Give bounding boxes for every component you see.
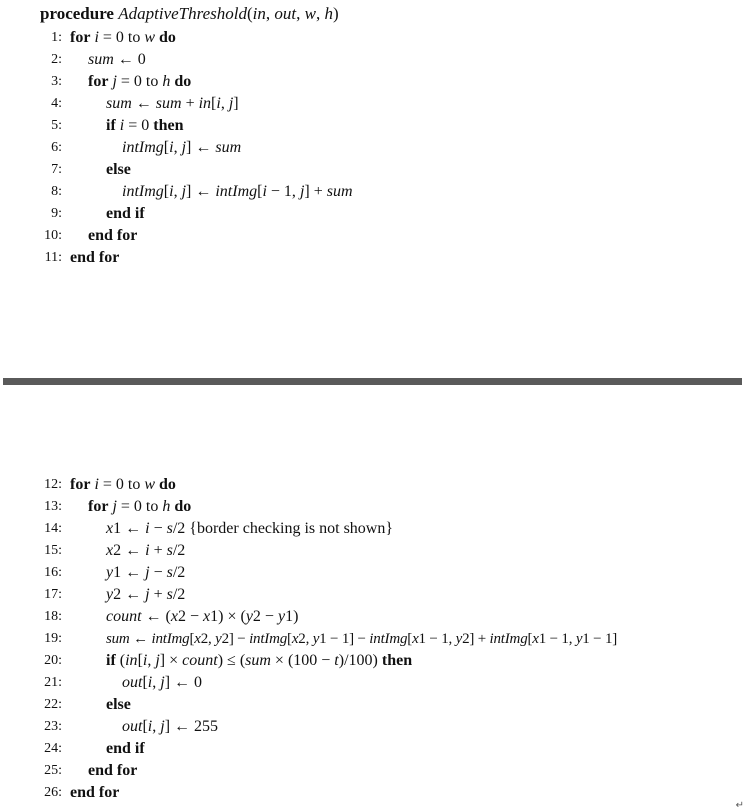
line-number: 25:	[44, 763, 62, 778]
procedure-header: procedure AdaptiveThreshold(in, out, w, h)	[40, 4, 339, 23]
line-number: 14:	[44, 521, 62, 536]
code-text: out[i, j] ← 0	[122, 674, 203, 691]
code-text: out[i, j] ← 255	[122, 718, 219, 735]
code-text: end if	[106, 205, 145, 222]
return-mark-icon: ↵	[735, 800, 744, 811]
code-text: intImg[i, j] ← intImg[i − 1, j] + sum	[122, 183, 353, 200]
line-number: 26:	[44, 785, 62, 800]
line-number: 21:	[44, 675, 62, 690]
line-number: 18:	[44, 609, 62, 624]
line-number: 20:	[44, 653, 62, 668]
code-text: for i = 0 to w do	[70, 29, 176, 46]
line-number: 1:	[51, 30, 62, 45]
code-text: for i = 0 to w do	[70, 476, 176, 493]
line-number: 7:	[51, 162, 62, 177]
code-text: end for	[70, 249, 120, 266]
line-number: 5:	[51, 118, 62, 133]
code-text: count ← (x2 − x1) × (y2 − y1)	[106, 608, 299, 625]
line-number: 24:	[44, 741, 62, 756]
code-text: end for	[88, 227, 138, 244]
code-text: intImg[i, j] ← sum	[122, 139, 242, 156]
line-number: 15:	[44, 543, 62, 558]
code-text: sum ← intImg[x2, y2] − intImg[x2, y1 − 1] − intImg[x1 − 1, y2] + intImg[x1 − 1, y1 − 1]	[106, 631, 618, 647]
code-text: else	[106, 696, 131, 713]
line-number: 3:	[51, 74, 62, 89]
code-text: y2 ← j + s/2	[106, 586, 186, 603]
code-text: sum ← 0	[88, 51, 146, 68]
code-text: for j = 0 to h do	[88, 73, 192, 90]
code-text: x1 ← i − s/2 {border checking is not shown}	[106, 520, 394, 537]
section-divider	[3, 378, 742, 385]
line-number: 17:	[44, 587, 62, 602]
line-number: 9:	[51, 206, 62, 221]
line-number: 2:	[51, 52, 62, 67]
line-number: 4:	[51, 96, 62, 111]
line-number: 12:	[44, 477, 62, 492]
code-text: x2 ← i + s/2	[106, 542, 186, 559]
code-text: for j = 0 to h do	[88, 498, 192, 515]
code-text: if i = 0 then	[106, 117, 184, 134]
code-text: end for	[88, 762, 138, 779]
code-text: end if	[106, 740, 145, 757]
line-number: 10:	[44, 228, 62, 243]
code-text: sum ← sum + in[i, j]	[106, 95, 239, 112]
code-text: y1 ← j − s/2	[106, 564, 186, 581]
code-text: else	[106, 161, 131, 178]
line-number: 19:	[44, 631, 62, 646]
line-number: 22:	[44, 697, 62, 712]
line-number: 8:	[51, 184, 62, 199]
code-text: if (in[i, j] × count) ≤ (sum × (100 − t)/100) then	[106, 652, 413, 669]
code-text: end for	[70, 784, 120, 801]
line-number: 11:	[44, 250, 62, 265]
line-number: 23:	[44, 719, 62, 734]
line-number: 16:	[44, 565, 62, 580]
line-number: 13:	[44, 499, 62, 514]
line-number: 6:	[51, 140, 62, 155]
